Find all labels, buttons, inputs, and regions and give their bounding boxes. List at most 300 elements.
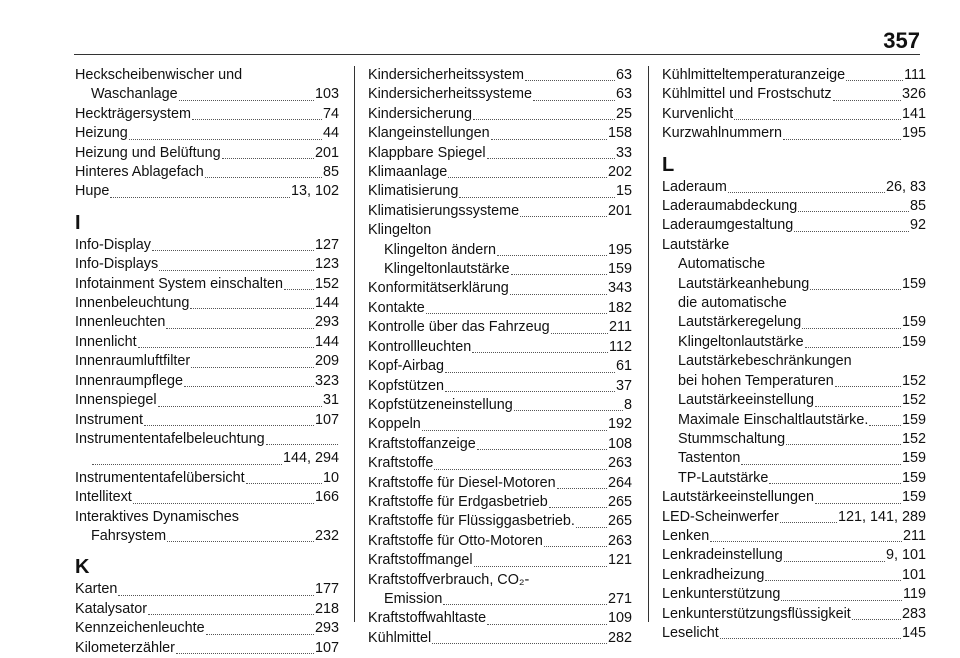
index-term: Kopfstützeneinstellung [368,396,513,413]
index-term: Kontrolle über das Fahrzeug [368,319,550,336]
page-reference[interactable]: 159 [901,333,926,350]
page-reference[interactable]: 182 [607,299,632,316]
leader-dots [246,483,322,484]
page-reference[interactable]: 13, 102 [290,183,339,200]
index-entry [368,551,632,570]
index-term: Klappbare Spiegel [368,144,486,161]
index-entry [75,580,339,599]
leader-dots [720,638,901,639]
index-heading: Lautstärke [662,236,730,253]
index-entry [368,182,632,201]
index-entry [368,357,632,376]
index-term: Instrumententafelübersicht [75,469,245,486]
page-reference[interactable]: 159 [901,489,926,506]
index-term: Klimaanlage [368,164,448,181]
index-term: Kühlmittel [368,629,432,646]
page-reference[interactable]: 92 [909,217,926,234]
index-term: Kühlmitteltemperaturanzeige [662,67,846,83]
index-term: Lautstärkeanhebung [678,275,810,292]
page-reference[interactable]: 232 [314,527,339,544]
page-reference[interactable]: 121, 141, 289 [837,508,926,525]
leader-dots [158,406,322,407]
leader-dots [511,274,607,275]
leader-dots [422,430,607,431]
index-term: Klingeltonlautstärke [384,261,510,278]
index-term: Lautstärkeregelung [678,314,802,331]
page-reference[interactable]: 61 [615,358,632,375]
index-term: Instrument [75,411,143,428]
leader-dots [144,425,314,426]
index-entry [662,197,926,216]
page-reference[interactable]: 25 [615,105,632,122]
page-reference[interactable]: 123 [314,256,339,273]
page-reference[interactable]: 202 [607,164,632,181]
index-entry [368,512,632,531]
page-reference[interactable]: 44 [322,125,339,142]
index-entry [368,609,632,628]
leader-dots [533,100,615,101]
page-reference[interactable]: 209 [314,353,339,370]
index-term: Maximale Einschaltlautstärke. [678,411,869,428]
page-reference[interactable]: 159 [901,450,926,467]
page-reference[interactable]: 177 [314,581,339,598]
leader-dots [710,541,902,542]
index-heading: Klingelton [368,222,432,239]
leader-dots [159,270,314,271]
index-heading: Kraftstoffverbrauch, CO₂- [368,571,530,588]
leader-dots [544,546,607,547]
index-entry [662,391,926,410]
leader-dots [474,566,607,567]
page-reference[interactable]: 8 [623,396,632,413]
page-reference[interactable]: 159 [901,411,926,428]
index-entry [75,255,339,274]
index-entry [368,396,632,415]
index-entry [662,105,926,124]
index-column-1 [75,66,339,658]
index-term: Lenkradheizung [662,566,765,583]
index-heading: Lautstärkebeschränkungen [678,353,852,370]
index-entry [662,66,926,85]
leader-dots [148,614,314,615]
leader-dots [497,255,607,256]
page-reference[interactable]: 271 [607,590,632,607]
index-term: Kennzeichenleuchte [75,620,205,637]
leader-dots [765,580,901,581]
leader-dots [206,634,314,635]
leader-dots [784,561,885,562]
index-term: Hupe [75,183,110,200]
index-term: Innenspiegel [75,392,157,409]
page-number: 357 [883,28,920,53]
leader-dots [802,328,901,329]
index-entry [662,313,926,332]
page-reference[interactable]: 195 [607,241,632,258]
index-term: Tastenton [678,450,741,467]
leader-dots [525,80,615,81]
leader-dots [179,100,314,101]
leader-dots [780,522,837,523]
leader-dots [445,391,615,392]
index-term: Lenkunterstützung [662,586,781,603]
index-entry [662,411,926,430]
index-term: Innenbeleuchtung [75,295,190,312]
leader-dots [472,352,608,353]
index-entry [368,454,632,473]
leader-dots [448,177,607,178]
page-reference[interactable]: 283 [901,605,926,622]
leader-dots [557,488,607,489]
leader-dots [459,197,615,198]
index-term: Kurzwahlnummern [662,125,782,142]
leader-dots [445,372,615,373]
leader-dots [473,119,615,120]
page-reference[interactable]: 211 [609,319,632,336]
index-term: Klimatisierung [368,183,459,200]
column-divider [648,66,649,622]
index-term: Infotainment System einschalten [75,275,283,292]
index-entry [75,85,339,104]
index-entry [662,527,926,546]
index-term: Innenlicht [75,333,137,350]
leader-dots [192,119,322,120]
index-term: Fahrsystem [91,527,167,544]
page-reference[interactable]: 293 [314,620,339,637]
index-entry [75,352,339,371]
index-entry [662,85,926,104]
index-term: Heizung und Belüftung [75,144,221,161]
leader-dots [432,643,607,644]
index-entry [368,105,632,124]
index-entry [368,163,632,182]
index-term: Heckträgersystem [75,105,191,122]
index-entry [368,85,632,104]
page-reference[interactable]: 74 [322,105,339,122]
index-term: Konformitätserklärung [368,280,509,297]
leader-dots [184,386,314,387]
index-term: Kindersicherheitssystem [368,67,524,83]
index-term: Emission [384,590,443,607]
page-reference[interactable]: 107 [314,411,339,428]
index-entry [368,532,632,551]
index-entry [662,585,926,604]
index-term: Innenleuchten [75,314,166,331]
index-heading: Automatische [678,256,766,273]
index-entry [75,527,339,546]
leader-dots [815,406,901,407]
index-entry [662,178,926,197]
index-term: Kilometerzähler [75,639,175,656]
index-entry [368,590,632,609]
index-term: Klimatisierungssysteme [368,202,520,219]
index-entry [368,318,632,337]
page-reference[interactable]: 111 [904,67,926,83]
index-entry [368,279,632,298]
index-term: Kraftstoffanzeige [368,435,476,452]
page-reference[interactable]: 264 [607,474,632,491]
index-term: Kopf-Airbag [368,358,444,375]
index-entry [368,629,632,648]
index-term: Kraftstoffe für Erdgasbetrieb [368,493,548,510]
index-entry [662,216,926,235]
index-entry [662,430,926,449]
index-term: Klangeinstellungen [368,125,490,142]
index-term: Katalysator [75,600,147,617]
page-reference[interactable]: 152 [314,275,339,292]
index-term: Leselicht [662,624,719,641]
index-entry [662,488,926,507]
index-entry [75,449,339,468]
page-reference[interactable]: 145 [901,624,926,641]
leader-dots [190,308,314,309]
page-reference[interactable]: 218 [314,600,339,617]
leader-dots [491,139,607,140]
index-entry [75,411,339,430]
page-reference[interactable]: 293 [314,314,339,331]
leader-dots [205,177,322,178]
index-term: Lenkradeinstellung [662,547,783,564]
leader-dots [510,294,607,295]
page-reference[interactable]: 195 [901,125,926,142]
index-entry [75,619,339,638]
leader-dots [138,347,314,348]
page-reference[interactable]: 211 [903,527,926,544]
leader-dots [487,624,607,625]
page-reference[interactable]: 166 [314,489,339,506]
page-reference[interactable]: 31 [322,392,339,409]
page-reference[interactable]: 63 [615,86,632,103]
index-entry [75,144,339,163]
index-entry [75,469,339,488]
leader-dots [815,503,901,504]
index-entry [368,202,632,221]
index-term: LED-Scheinwerfer [662,508,779,525]
index-term: Kraftstoffe für Otto-Motoren [368,532,543,549]
leader-dots [167,541,314,542]
index-entry [75,313,339,332]
page-reference[interactable]: 152 [901,430,926,447]
page-reference[interactable]: 127 [314,236,339,253]
page-reference[interactable]: 112 [609,338,632,355]
index-entry [662,508,926,527]
page-reference[interactable]: 152 [901,372,926,389]
index-entry [662,469,926,488]
index-term: Klingeltonlautstärke [678,333,804,350]
page-reference[interactable]: 63 [615,67,632,83]
section-letter: L [662,153,675,176]
index-entry [368,338,632,357]
page-reference[interactable]: 282 [607,629,632,646]
leader-dots [176,653,314,654]
page-reference[interactable]: 265 [607,513,632,530]
leader-dots [514,410,623,411]
leader-dots [798,211,909,212]
page-reference[interactable]: 85 [322,164,339,181]
section-letter: I [75,211,81,234]
index-term: Kraftstoffe für Flüssiggasbetrieb. [368,513,575,530]
index-entry [368,415,632,434]
index-term: Kraftstoffwahltaste [368,610,487,627]
index-term: Laderaumabdeckung [662,198,798,215]
index-term: Hinteres Ablagefach [75,164,204,181]
page-reference[interactable]: 323 [314,372,339,389]
page-reference[interactable]: 144 [314,295,339,312]
page-reference[interactable]: 152 [901,392,926,409]
page-reference[interactable]: 10 [322,469,339,486]
index-term: Kontakte [368,299,425,316]
index-entry [368,299,632,318]
index-entry [75,275,339,294]
leader-dots [551,333,608,334]
index-term: Kontrollleuchten [368,338,472,355]
index-term: Lenkunterstützungsflüssigkeit [662,605,851,622]
page-reference[interactable]: 37 [615,377,632,394]
page-reference[interactable]: 15 [615,183,632,200]
page-reference[interactable]: 159 [901,275,926,292]
page-reference[interactable]: 192 [607,416,632,433]
index-term: Laderaumgestaltung [662,217,794,234]
leader-dots [786,444,901,445]
page-reference[interactable]: 101 [901,566,926,583]
index-entry [75,488,339,507]
index-entry [368,124,632,143]
leader-dots [810,289,901,290]
index-entry [662,546,926,565]
leader-dots [728,192,885,193]
page-reference[interactable]: 201 [314,144,339,161]
leader-dots [129,139,322,140]
index-entry [368,260,632,279]
index-entry [662,449,926,468]
page-reference[interactable]: 343 [607,280,632,297]
leader-dots [222,158,314,159]
page-reference[interactable]: 144 [314,333,339,350]
page-reference[interactable]: 107 [314,639,339,656]
index-entry [662,624,926,643]
leader-dots [110,197,290,198]
index-term: Innenraumpflege [75,372,184,389]
leader-dots [783,139,901,140]
index-term: Lenken [662,527,710,544]
index-entry [75,294,339,313]
index-entry [75,182,339,201]
index-entry [75,105,339,124]
leader-dots [191,367,314,368]
leader-dots [734,119,901,120]
index-entry [75,163,339,182]
page-reference[interactable]: 108 [607,435,632,452]
leader-dots [426,313,607,314]
index-term: Kindersicherung [368,105,472,122]
index-term: Kraftstoffe [368,455,434,472]
page-reference[interactable]: 265 [607,493,632,510]
header-rule [74,54,920,55]
index-term: Kraftstoffe für Diesel-Motoren [368,474,556,491]
index-term: Waschanlage [91,86,178,103]
page-reference[interactable]: 26, 83 [885,178,926,195]
page-reference[interactable]: 109 [607,610,632,627]
index-entry [75,236,339,255]
index-heading: Interaktives Dynamisches [75,508,239,525]
index-entry [368,144,632,163]
leader-dots [92,464,282,465]
leader-dots [835,386,901,387]
leader-dots [133,503,314,504]
index-term: Lautstärkeeinstellungen [662,489,815,506]
index-entry [368,377,632,396]
page-reference[interactable]: 33 [615,144,632,161]
page-reference[interactable]: 201 [607,202,632,219]
page-reference[interactable]: 326 [901,86,926,103]
page-reference[interactable]: 159 [901,469,926,486]
index-entry [368,66,632,85]
index-term: Heizung [75,125,128,142]
index-term: Kühlmittel und Frostschutz [662,86,832,103]
page-reference[interactable]: 158 [607,125,632,142]
index-entry [75,639,339,658]
index-term: bei hohen Temperaturen [678,372,834,389]
index-entry [662,275,926,294]
page-reference[interactable]: 9, 101 [885,547,926,564]
page-reference[interactable]: 85 [909,198,926,215]
index-entry [75,600,339,619]
index-term: Innenraumluftfilter [75,353,191,370]
index-term: Kraftstoffmangel [368,552,473,569]
leader-dots [833,100,901,101]
leader-dots [769,483,901,484]
index-entry [662,605,926,624]
page-reference[interactable]: 144, 294 [282,450,339,467]
page-reference[interactable]: 263 [607,455,632,472]
leader-dots [781,600,902,601]
leader-dots [266,444,338,445]
index-column-2 [368,66,632,648]
leader-dots [487,158,615,159]
page-reference[interactable]: 263 [607,532,632,549]
page-reference[interactable]: 159 [607,261,632,278]
index-entry [662,372,926,391]
leader-dots [443,604,607,605]
leader-dots [869,425,901,426]
leader-dots [846,80,903,81]
leader-dots [549,507,607,508]
leader-dots [805,347,901,348]
leader-dots [741,464,901,465]
page-reference[interactable]: 103 [314,86,339,103]
index-entry [368,474,632,493]
index-term: Info-Display [75,236,151,253]
leader-dots [152,250,314,251]
leader-dots [794,231,909,232]
index-entry [75,333,339,352]
index-entry [662,566,926,585]
index-term: Intellitext [75,489,132,506]
index-term: Koppeln [368,416,421,433]
index-term: Klingelton ändern [384,241,497,258]
index-heading: die automatische [678,295,787,312]
column-divider [354,66,355,622]
index-term: Kurvenlicht [662,105,734,122]
leader-dots [477,449,607,450]
page-reference[interactable]: 159 [901,314,926,331]
index-entry [368,435,632,454]
leader-dots [284,289,314,290]
page-reference[interactable]: 141 [901,105,926,122]
page-reference[interactable]: 121 [607,552,632,569]
page-reference[interactable]: 119 [903,586,926,603]
leader-dots [520,216,607,217]
index-entry [368,241,632,260]
